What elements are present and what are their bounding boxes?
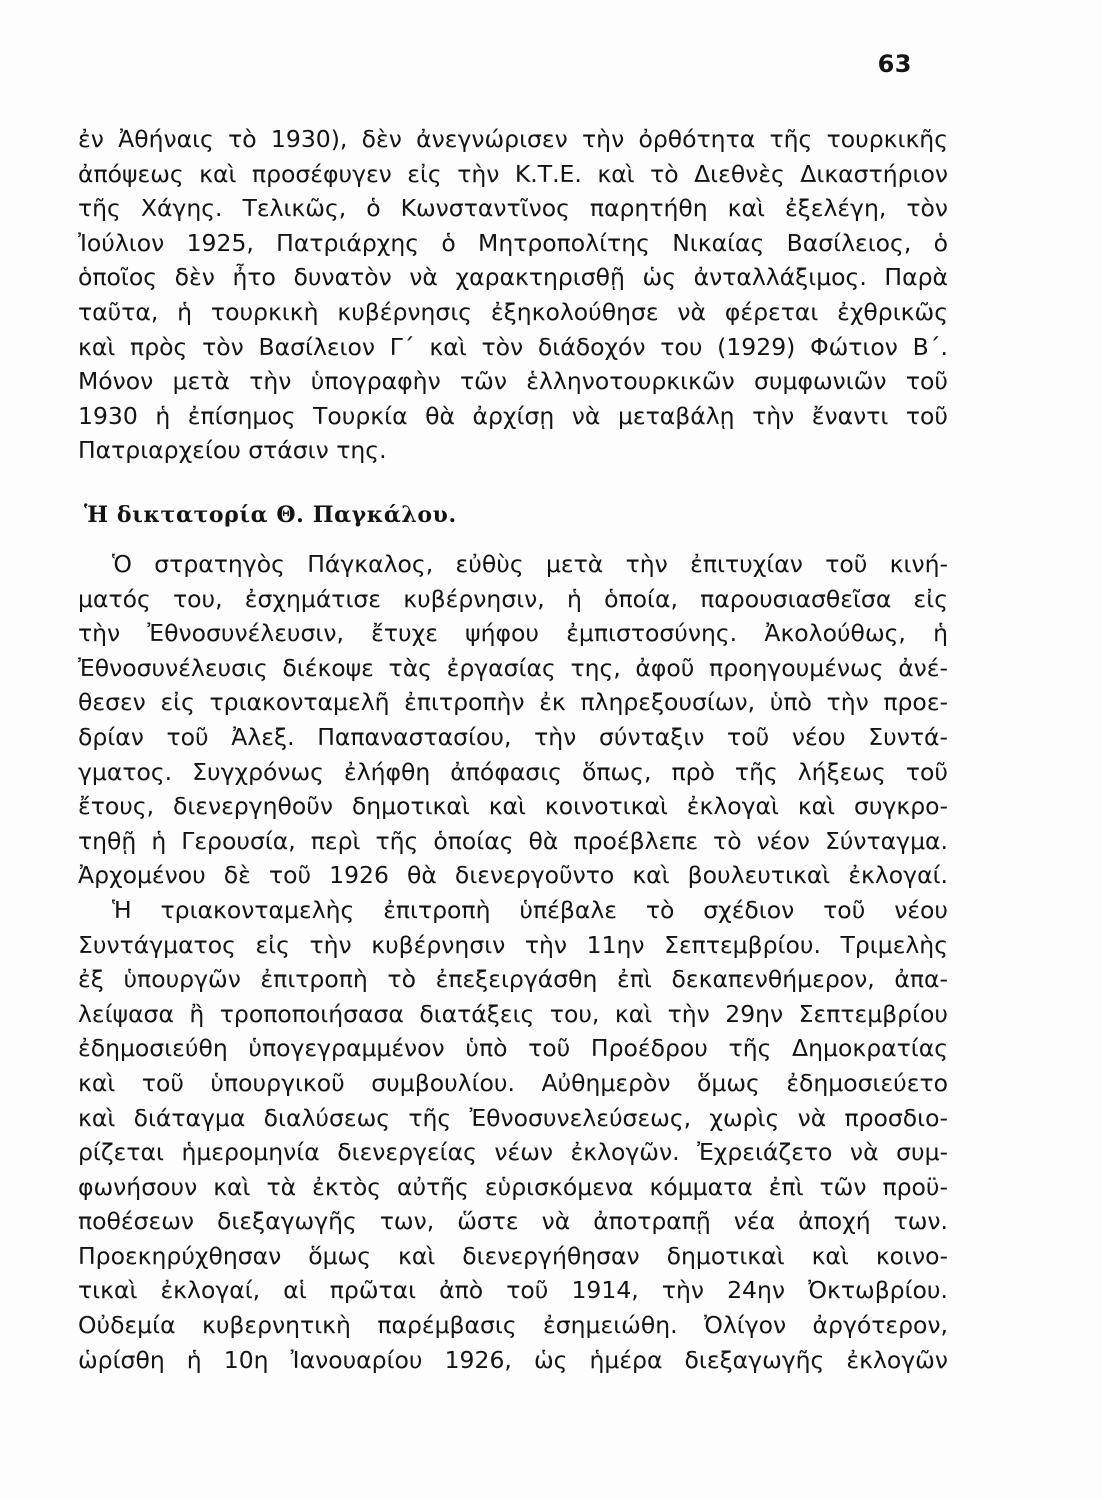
text-line: θεσεν εἰς τριακονταμελῆ ἐπιτροπὴν ἐκ πληρεξουσίων, ὑπὸ τὴν προε- (78, 688, 948, 717)
text-line: ἐξ ὑπουργῶν ἐπιτροπὴ τὸ ἐπεξειργάσθη ἐπὶ δεκαπενθήμερον, ἀπα- (78, 965, 948, 994)
paragraph-1 (78, 122, 948, 468)
text-line: Ἀρχομένου δὲ τοῦ 1926 θὰ διενεργοῦντο καὶ βουλευτικαὶ ἐκλογαί. (78, 861, 948, 890)
text-line: καὶ διάταγμα διαλύσεως τῆς Ἐθνοσυνελεύσεως, χωρὶς νὰ προσδιο- (78, 1103, 948, 1132)
text-line: Ἰούλιον 1925, Πατριάρχης ὁ Μητροπολίτης Νικαίας Βασίλειος, ὁ (78, 228, 948, 257)
text-line: καὶ τοῦ ὑπουργικοῦ συμβουλίου. Αὐθημερὸν ὅμως ἐδημοσιεύετο (78, 1068, 948, 1097)
text-line: Ἐθνοσυνέλευσις διέκοψε τὰς ἐργασίας της, ἀφοῦ προηγουμένως ἀνέ- (78, 653, 948, 682)
text-line: ματός του, ἐσχημάτισε κυβέρνησιν, ἡ ὁποία, παρουσιασθεῖσα εἰς (78, 584, 948, 613)
text-line: λείψασα ἢ τροποποιήσασα διατάξεις του, καὶ τὴν 29ην Σεπτεμβρίου (78, 999, 948, 1028)
text-line: γματος. Συγχρόνως ἐλήφθη ἀπόφασις ὅπως, πρὸ τῆς λήξεως τοῦ (78, 757, 948, 786)
text-line: Ὁ στρατηγὸς Πάγκαλος, εὐθὺς μετὰ τὴν ἐπιτυχίαν τοῦ κινή- (112, 550, 948, 578)
text-line: Συντάγματος εἰς τὴν κυβέρνησιν τὴν 11ην Σεπτεμβρίου. Τριμελὴς (78, 930, 948, 959)
text-line: Προεκηρύχθησαν ὅμως καὶ διενεργήθησαν δημοτικαὶ καὶ κοινο- (78, 1241, 948, 1270)
text-line: ὡρίσθη ἡ 10η Ἰανουαρίου 1926, ὡς ἡμέρα διεξαγωγῆς ἐκλογῶν (78, 1345, 948, 1374)
text-line: τὴν Ἐθνοσυνέλευσιν, ἔτυχε ψήφου ἐμπιστοσύνης. Ἀκολούθως, ἡ (78, 619, 948, 648)
text-line: ἐν Ἀθήναις τὸ 1930), δὲν ἀνεγνώρισεν τὴν ὀρθότητα τῆς τουρκικῆς (78, 125, 948, 153)
text-line: καὶ πρὸς τὸν Βασίλειον Γ΄ καὶ τὸν διάδοχόν του (1929) Φώτιον Β΄. (78, 332, 948, 361)
text-line: Πατριαρχείου στάσιν της. (78, 436, 387, 465)
text-line: τικαὶ ἐκλογαί, αἱ πρῶται ἀπὸ τοῦ 1914, τὴν 24ην Ὀκτωβρίου. (78, 1276, 948, 1305)
section-heading: Ἡ δικτατορία Θ. Παγκάλου. (84, 502, 457, 528)
text-line: ποθέσεων διεξαγωγῆς των, ὥστε νὰ ἀποτραπῇ νέα ἀποχή των. (78, 1207, 948, 1236)
paragraph-2 (78, 547, 948, 1377)
text-line: ἐδημοσιεύθη ὑπογεγραμμένον ὑπὸ τοῦ Προέδρου τῆς Δημοκρατίας (78, 1034, 948, 1063)
text-line: Μόνον μετὰ τὴν ὑπογραφὴν τῶν ἑλληνοτουρκικῶν συμφωνιῶν τοῦ (78, 367, 948, 396)
page-number: 63 (877, 50, 912, 78)
text-line: φωνήσουν καὶ τὰ ἐκτὸς αὐτῆς εὑρισκόμενα κόμματα ἐπὶ τῶν προϋ- (78, 1172, 948, 1201)
text-line: Οὐδεμία κυβερνητικὴ παρέμβασις ἐσημειώθη. Ὀλίγον ἀργότερον, (78, 1311, 948, 1340)
text-line: 1930 ἡ ἐπίσημος Τουρκία θὰ ἀρχίσῃ νὰ μεταβάλῃ τὴν ἔναντι τοῦ (78, 401, 948, 430)
text-line: δρίαν τοῦ Ἀλεξ. Παπαναστασίου, τὴν σύνταξιν τοῦ νέου Συντά- (78, 722, 948, 751)
text-line: ταῦτα, ἡ τουρκικὴ κυβέρνησις ἐξηκολούθησε νὰ φέρεται ἐχθρικῶς (78, 297, 948, 326)
text-line: Ἡ τριακονταμελὴς ἐπιτροπὴ ὑπέβαλε τὸ σχέδιον τοῦ νέου (112, 895, 948, 924)
text-line: τηθῇ ἡ Γερουσία, περὶ τῆς ὁποίας θὰ προέβλεπε τὸ νέον Σύνταγμα. (78, 826, 948, 855)
text-line: ρίζεται ἡμερομηνία διενεργείας νέων ἐκλογῶν. Ἐχρειάζετο νὰ συμ- (78, 1138, 948, 1167)
text-line: τῆς Χάγης. Τελικῶς, ὁ Κωνσταντῖνος παρητήθη καὶ ἐξελέγη, τὸν (78, 194, 948, 223)
text-line: ἀπόψεως καὶ προσέφυγεν εἰς τὴν Κ.Τ.Ε. καὶ τὸ Διεθνὲς Δικαστήριον (78, 159, 948, 188)
text-line: ἔτους, διενεργηθοῦν δημοτικαὶ καὶ κοινοτικαὶ ἐκλογαὶ καὶ συγκρο- (78, 792, 948, 821)
text-line: ὁποῖος δὲν ἦτο δυνατὸν νὰ χαρακτηρισθῇ ὡς ἀνταλλάξιμος. Παρὰ (78, 263, 948, 292)
